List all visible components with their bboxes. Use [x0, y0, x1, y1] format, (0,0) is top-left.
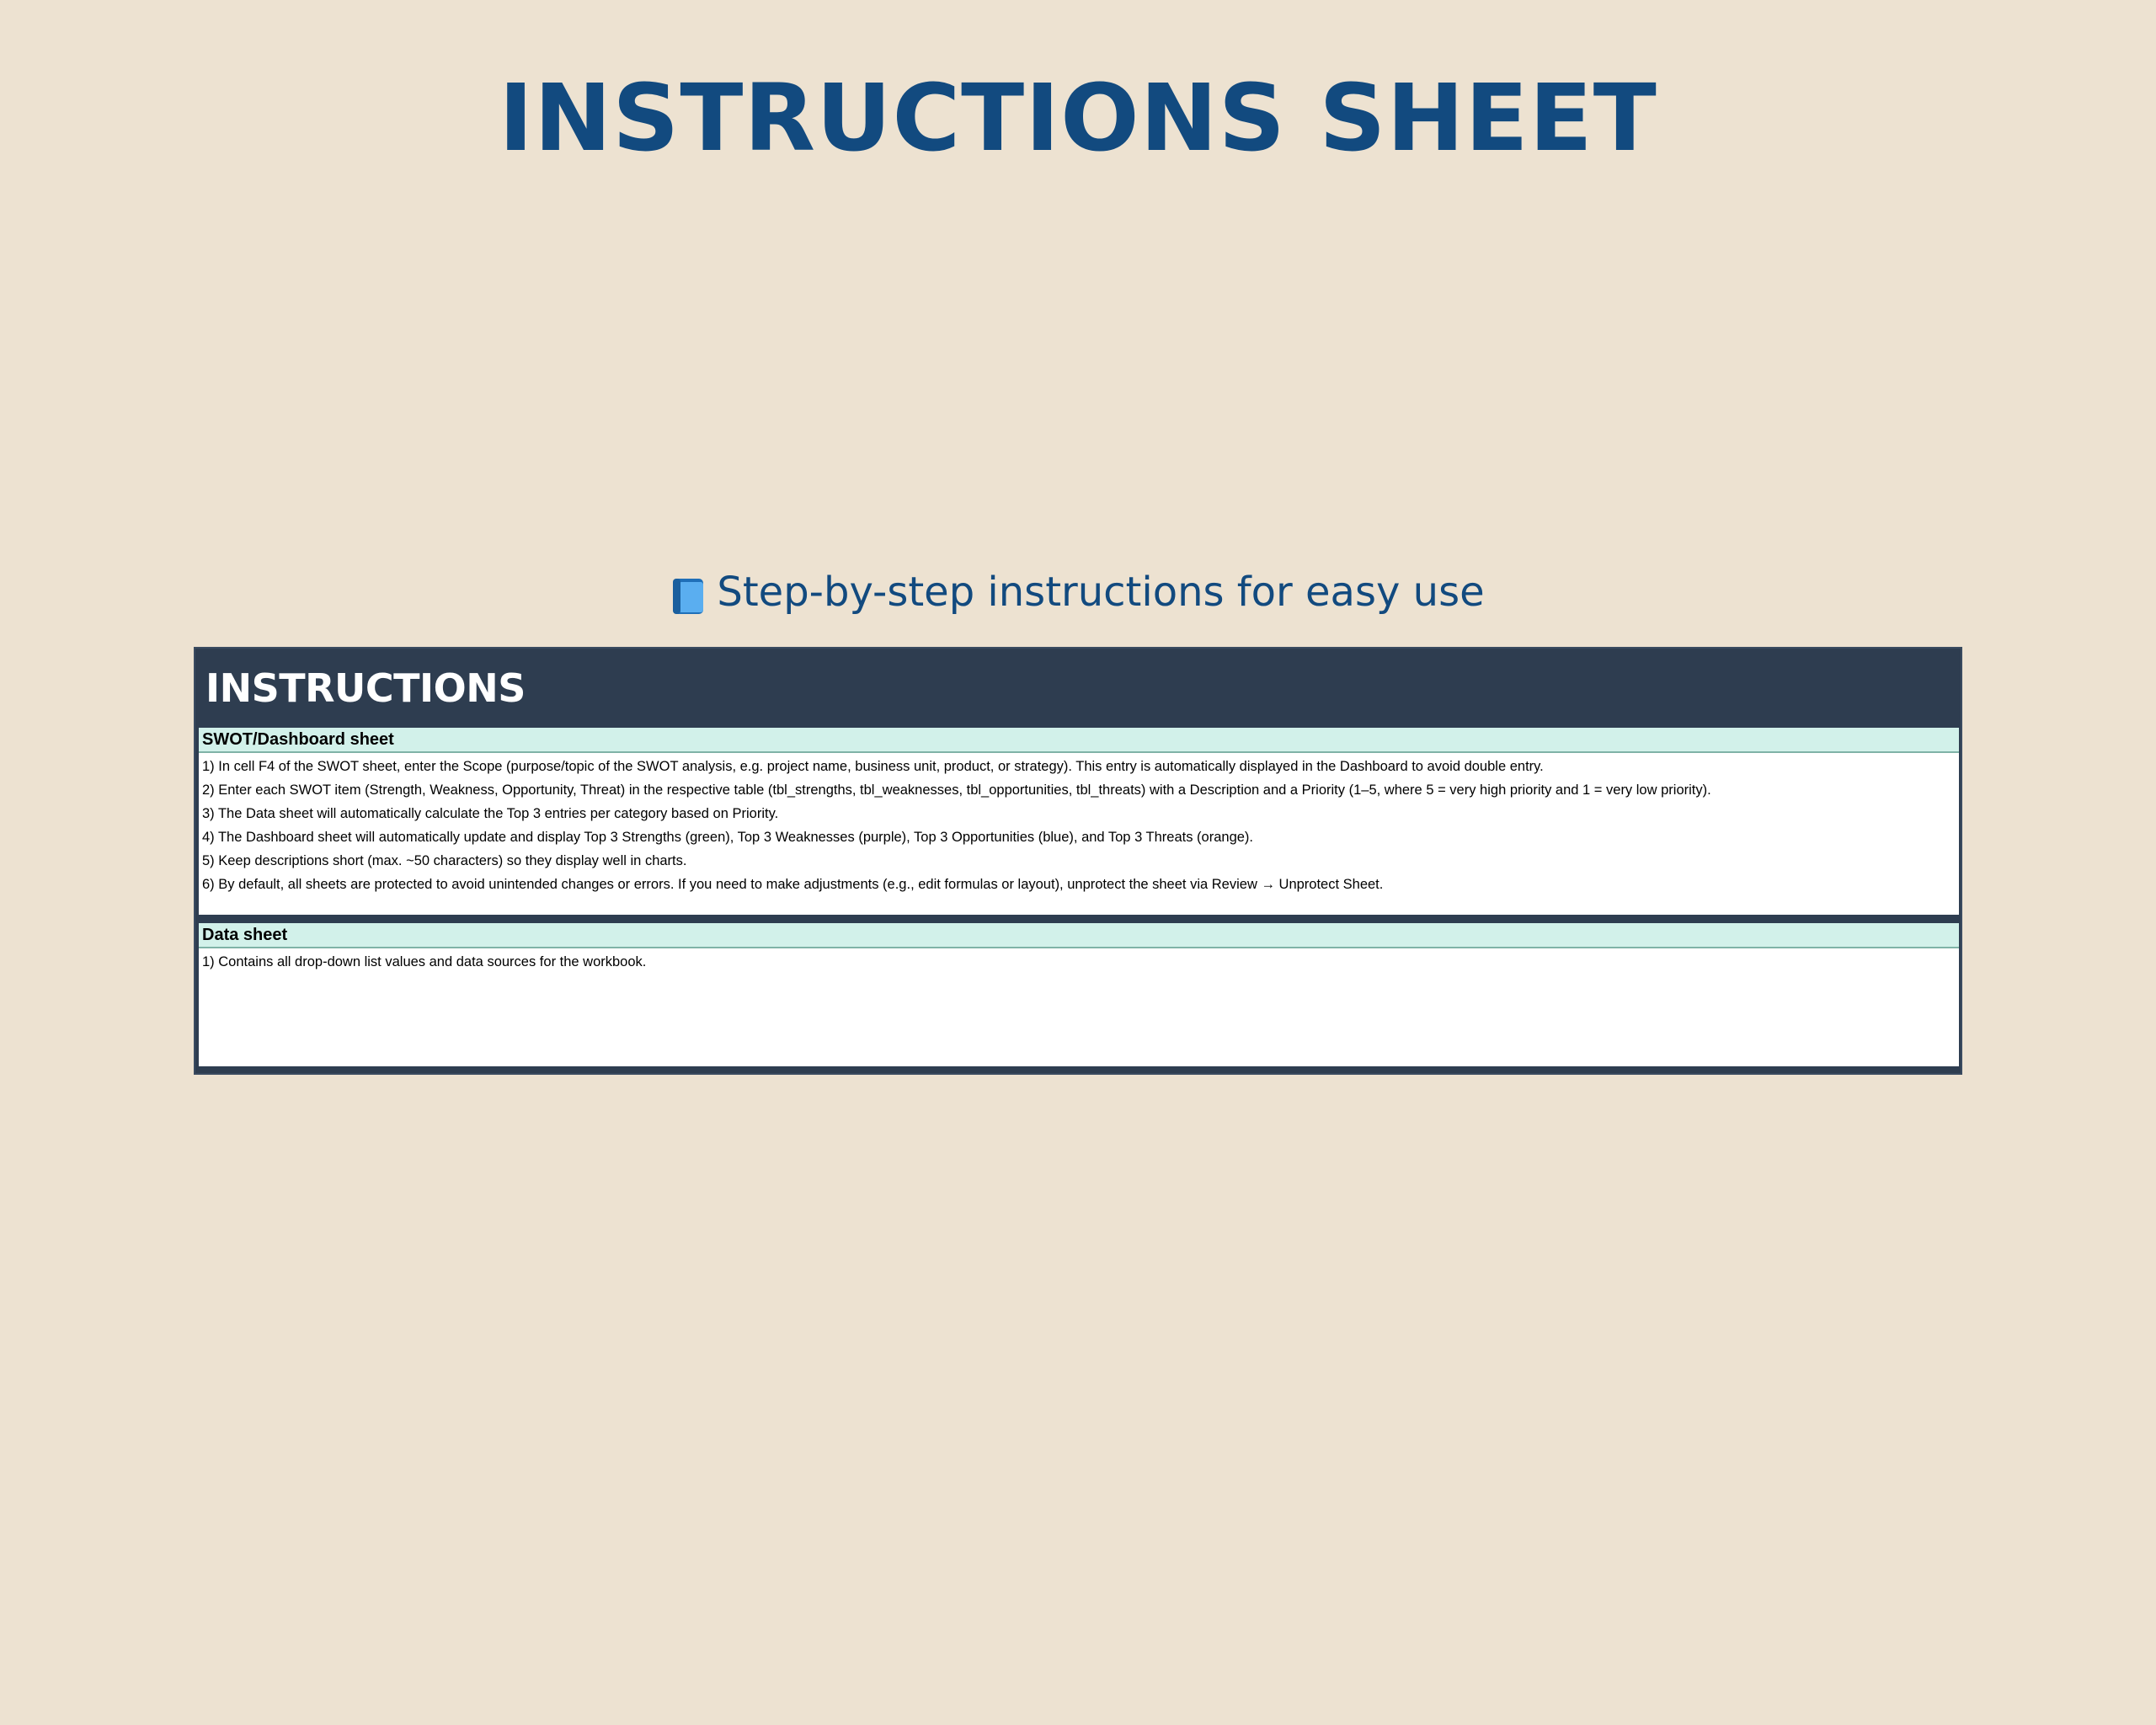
instructions-header: INSTRUCTIONS — [205, 665, 526, 711]
section-title: SWOT/Dashboard sheet — [199, 728, 1959, 753]
blue-book-icon — [671, 573, 707, 611]
instruction-item: 1) Contains all drop-down list values and data sources for the workbook. — [202, 954, 647, 969]
instructions-panel — [194, 647, 1962, 1075]
instruction-item: 1) In cell F4 of the SWOT sheet, enter the Scope (purpose/topic of the SWOT analysis, e.g. project name, business unit, product, or strategy). This entry is automatically displayed in the Dashboard to avoid double entry. — [202, 759, 1544, 774]
page-subtitle — [0, 563, 2156, 622]
instruction-list — [199, 948, 1959, 974]
instruction-list — [199, 753, 1959, 896]
instruction-item: 4) The Dashboard sheet will automatically update and display Top 3 Strengths (green), Top 3 Weaknesses (purple), Top 3 Opportunities (blue), and Top 3 Threats (orange). — [202, 830, 1254, 845]
section-title: Data sheet — [199, 923, 1959, 948]
data-sheet-section — [199, 923, 1959, 1066]
swot-dashboard-section — [199, 728, 1959, 915]
instruction-item: 5) Keep descriptions short (max. ~50 characters) so they display well in charts. — [202, 853, 687, 868]
subtitle-text: Step-by-step instructions for easy use — [717, 569, 1485, 616]
instruction-item: 2) Enter each SWOT item (Strength, Weakness, Opportunity, Threat) in the respective table (tbl_strengths, tbl_weaknesses, tbl_opportunities, tbl_threats) with a Description and a Priority (1–5, where 5 = very high priority and 1 = very low priority). — [202, 782, 1711, 798]
instruction-item: 3) The Data sheet will automatically calculate the Top 3 entries per category based on Priority. — [202, 806, 779, 821]
page-title: INSTRUCTIONS SHEET — [499, 64, 1657, 172]
instruction-item: 6) By default, all sheets are protected to avoid unintended changes or errors. If you need to make adjustments (e.g., edit formulas or layout), unprotect the sheet via Review → Unprotect Sheet. — [202, 877, 1384, 892]
